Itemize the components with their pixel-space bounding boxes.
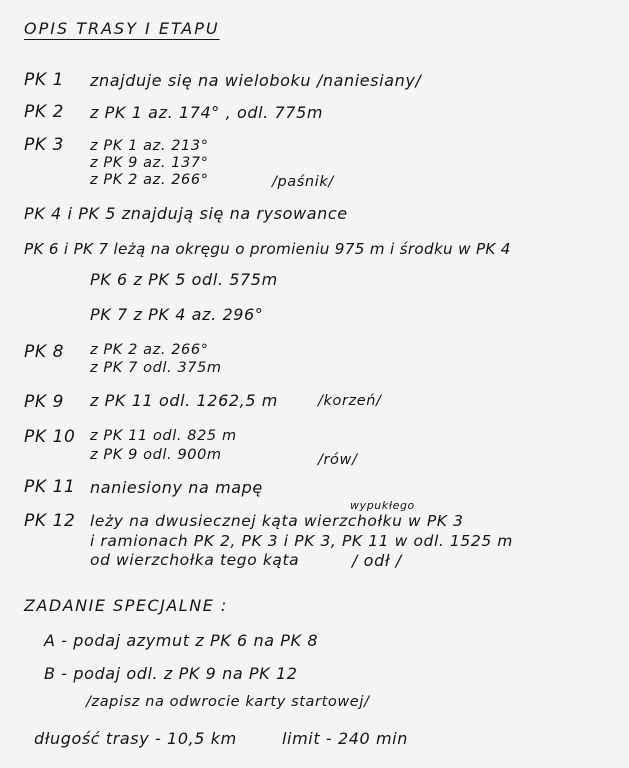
special-task-b: B - podaj odl. z PK 9 na PK 12 (44, 664, 298, 683)
pk6-line: PK 6 z PK 5 odl. 575m (90, 270, 278, 289)
pk10-line-2: z PK 9 odl. 900m (90, 447, 222, 463)
pk3-line-1: z PK 1 az. 213° (90, 138, 209, 154)
pk8-line-2: z PK 7 odl. 375m (90, 360, 222, 376)
pk12-line-3: od wierzchołka tego kąta (90, 551, 300, 569)
pk3-line-3: z PK 2 az. 266° (90, 172, 209, 188)
pk8-line-1: z PK 2 az. 266° (90, 342, 209, 358)
page-title: OPIS TRASY I ETAPU (24, 19, 220, 38)
pk3-note: /paśnik/ (272, 174, 334, 190)
special-task-b-note: /zapisz na odwrocie karty startowej/ (86, 694, 370, 710)
pk10-line-1: z PK 11 odl. 825 m (90, 428, 237, 444)
pk6-pk7-text: PK 6 i PK 7 leżą na okręgu o promieniu 975 m i środku w PK 4 (24, 240, 511, 258)
pk4-pk5-text: PK 4 i PK 5 znajdują się na rysowance (24, 204, 348, 223)
special-heading: ZADANIE SPECJALNE : (24, 596, 228, 615)
pk1-code: PK 1 (24, 70, 65, 90)
special-task-a: A - podaj azymut z PK 6 na PK 8 (44, 631, 319, 650)
pk11-code: PK 11 (24, 477, 76, 497)
pk8-code: PK 8 (24, 342, 65, 362)
pk12-note: / odł / (352, 551, 402, 570)
pk2-text: z PK 1 az. 174° , odl. 775m (90, 103, 324, 122)
pk10-code: PK 10 (24, 427, 76, 447)
pk2-code: PK 2 (24, 102, 65, 122)
pk10-note: /rów/ (318, 452, 358, 468)
pk9-text: z PK 11 odl. 1262,5 m (90, 391, 278, 410)
pk12-code: PK 12 (24, 511, 76, 531)
pk3-line-2: z PK 9 az. 137° (90, 155, 209, 171)
pk7-line: PK 7 z PK 4 az. 296° (90, 305, 264, 324)
pk12-insert: wypukłego (350, 499, 415, 512)
time-limit: limit - 240 min (282, 729, 408, 748)
pk12-line-2: i ramionach PK 2, PK 3 i PK 3, PK 11 w odl. 1525 m (90, 532, 514, 550)
pk12-line-1: leży na dwusiecznej kąta wierzchołku w PK 3 (90, 512, 464, 530)
pk9-note: /korzeń/ (318, 393, 382, 409)
route-length: długość trasy - 10,5 km (34, 729, 237, 748)
pk9-code: PK 9 (24, 392, 65, 412)
pk1-text: znajduje się na wieloboku /naniesiany/ (90, 71, 422, 90)
pk3-code: PK 3 (24, 135, 65, 155)
pk11-text: naniesiony na mapę (90, 478, 263, 497)
